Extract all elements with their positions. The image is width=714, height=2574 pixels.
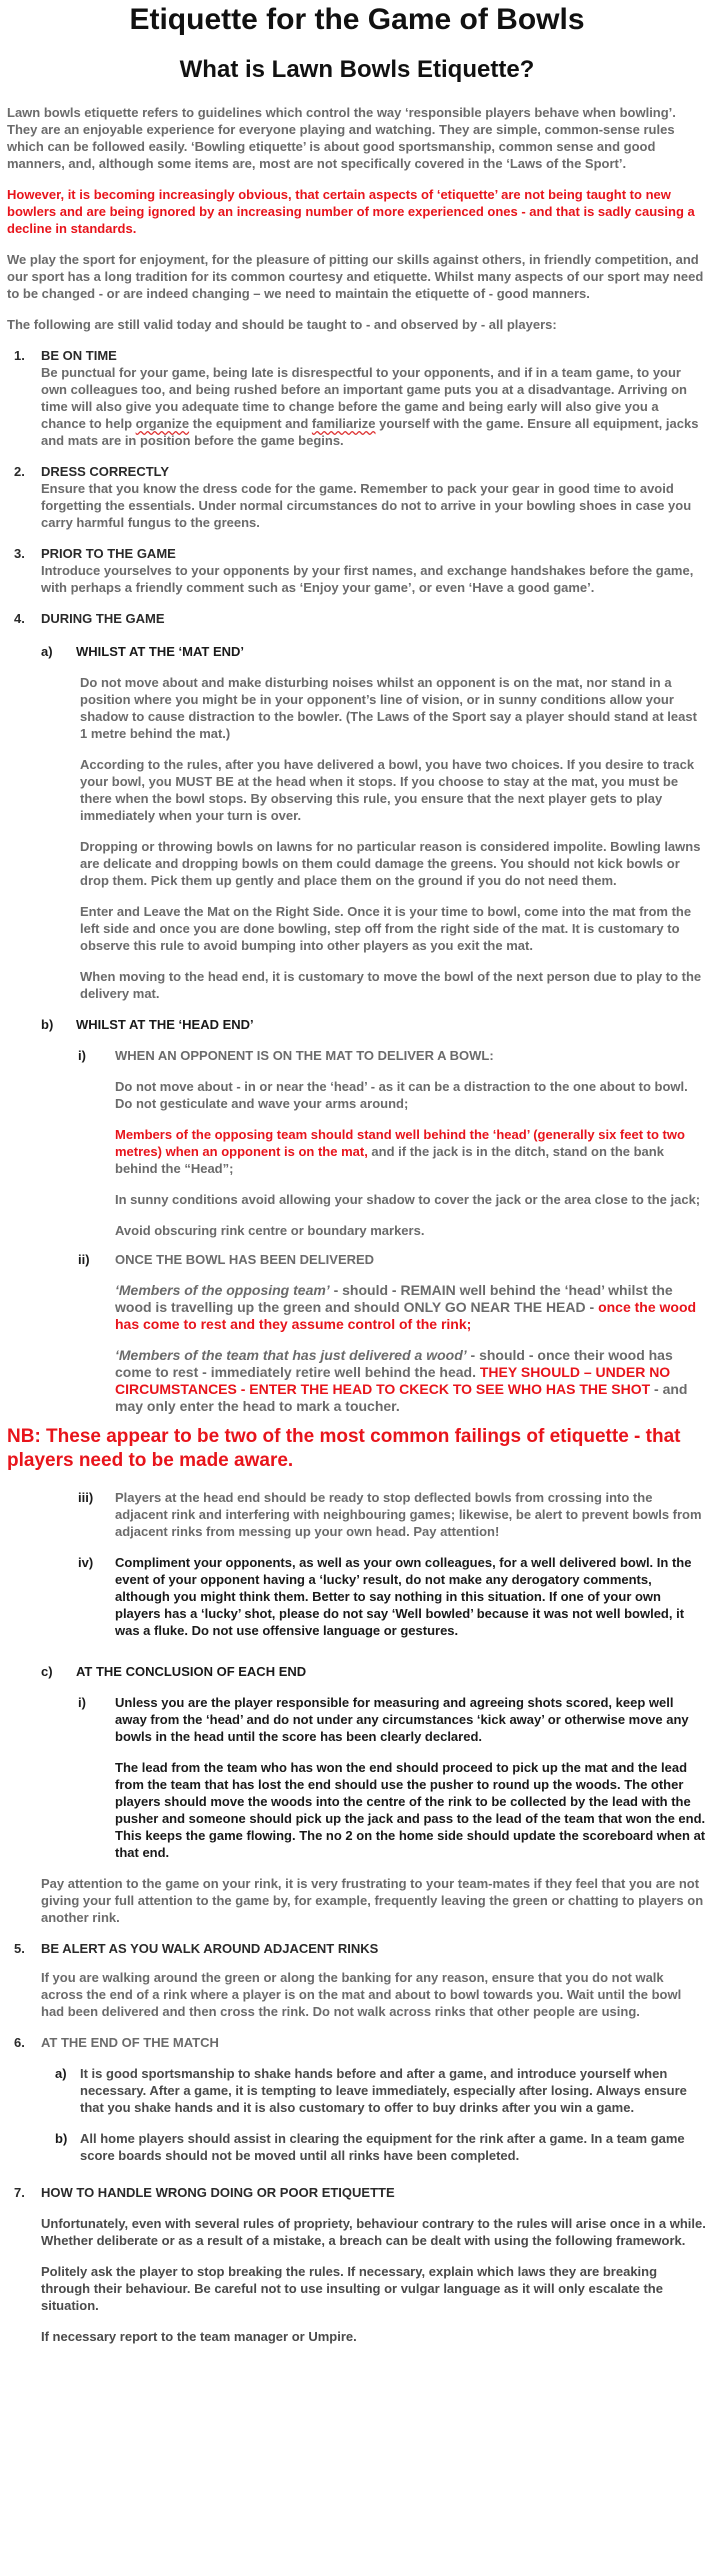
section-title: BE ALERT AS YOU WALK AROUND ADJACENT RINKS [41,1941,379,1956]
head-end-i-paragraph-2: Members of the opposing team should stand well behind the ‘head’ (generally six feet to two metres) when an opponent is on the mat, and if the jack is in the ditch, stand on the bank behind the “Head”; [115,1127,685,1176]
item-body: It is good sportsmanship to shake hands before and after a game, and introduce yourself when necessary. After a game, it is tempting to leave immediately, especially after losing. Always ensure that you shake hands and it is also customary to offer to buy drinks after you win a game. [80,2066,687,2115]
subsection-b-heading [7,1016,707,1033]
item-numeral: i) [78,1048,86,1063]
section-number: 5. [14,1941,25,1956]
item-numeral: ii) [78,1252,90,1267]
nb-callout: NB: These appear to be two of the most common failings of etiquette - that players need to be made aware. [7,1426,681,1471]
item-numeral: iv) [78,1555,94,1570]
item-body: Compliment your opponents, as well as your own colleagues, for a well delivered bowl. In the event of your opponent having a ‘lucky’ result, do not make any derogatory comments, although you might think them. Better to say nothing in this situation. If one of your own players has a ‘lucky’ shot, please do not say ‘Well bowled’ because it was not well bowled, it was a fluke. Do not use offensive language or gestures. [115,1555,692,1638]
section-5-body: If you are walking around the green or along the banking for any reason, ensure that you do not walk across the end of a rink where a player is on the mat and about to bowl towards you. Wait until the bowl had been delivered and then cross the rink. Do not walk across rinks that other people are using. [41,1970,682,2019]
section-number: 3. [14,546,25,561]
section-7-paragraph-3: If necessary report to the team manager or Umpire. [41,2329,357,2344]
mat-end-paragraph-2: According to the rules, after you have delivered a bowl, you have two choices. If you desire to track your bowl, you MUST BE at the head when it stops. If you choose to stay at the mat, you must be there when the bowl stops. By observing this rule, you ensure that the next player gets to play immediately when your turn is over. [80,757,695,823]
head-end-i-paragraph-1: Do not move about - in or near the ‘head’ - as it can be a distraction to the one about to bowl. Do not gesticulate and wave your arms around; [115,1079,688,1111]
intro-warning-paragraph: However, it is becoming increasingly obvious, that certain aspects of ‘etiquette’ are not being taught to new bowlers and are being ignored by an increasing number of more experienced ones - and that is sadly causing a decline in standards. [7,187,695,236]
section-number: 6. [14,2035,25,2050]
end-of-match-item-a [7,2065,707,2116]
item-letter: a) [55,2066,67,2081]
section-7-paragraph-1: Unfortunately, even with several rules of propriety, behaviour contrary to the rules will arise once in a while. Whether deliberate or as a result of a mistake, a breach can be dealt with using the following framework. [41,2216,706,2248]
conclusion-item-i [7,1694,707,1861]
page-subtitle: What is Lawn Bowls Etiquette? [179,56,535,83]
head-end-i-paragraph-4: Avoid obscuring rink centre or boundary markers. [115,1223,425,1238]
subsection-title: AT THE CONCLUSION OF EACH END [76,1664,307,1679]
item-title: ONCE THE BOWL HAS BEEN DELIVERED [115,1252,375,1267]
subsection-title: WHILST AT THE ‘MAT END’ [76,644,245,659]
mat-end-paragraph-4: Enter and Leave the Mat on the Right Side. Once it is your time to bowl, come into the mat from the left side and once you are done bowling, step off from the right side of the mat. It is customary to observe this rule to avoid bumping into other players as you exit the mat. [80,904,692,953]
head-end-item-iii [7,1489,707,1540]
subsection-letter: c) [41,1664,53,1679]
item-letter: b) [55,2131,68,2146]
intro-paragraph-1: Lawn bowls etiquette refers to guidelines which control the way ‘responsible players behave when bowling’. They are an enjoyable experience for everyone playing and watching. They are simple, common-sense rules which can be followed easily. ‘Bowling etiquette’ is about good sportsmanship, common sense and good manners, and, although some items are, most are not specifically covered in the ‘Laws of the Sport’. [7,105,676,171]
item-numeral: iii) [78,1490,94,1505]
intro-paragraph-3: We play the sport for enjoyment, for the pleasure of pitting our skills against others, in friendly competition, and our sport has a long tradition for its common courtesy and etiquette. Whilst many aspects of our sport may need to be changed - or are indeed changing – we need to maintain the etiquette of - good manners. [7,252,704,301]
section-1-heading [7,347,707,364]
subsection-a-heading [7,643,707,660]
subsection-letter: a) [41,644,53,659]
head-end-item-i-heading [7,1047,707,1064]
section-1-body: Be punctual for your game, being late is disrespectful to your opponents, and if in a team game, to your own colleagues too, and being rushed before an important game puts you at a disadvantage. Arriving on time will also give you adequate time to change before the game and being early will also give you a chance to help organize the equipment and familiarize yourself with the game. Ensure all equipment, jacks and mats are in position before the game begins. [41,365,699,448]
section-title: PRIOR TO THE GAME [41,546,176,561]
section-3-body: Introduce yourselves to your opponents by your first names, and exchange handshakes before the game, with perhaps a friendly comment such as ‘Enjoy your game’, or even ‘Have a good game’. [41,563,694,595]
item-numeral: i) [78,1695,86,1710]
section-4-closing: Pay attention to the game on your rink, it is very frustrating to your team-mates if they feel that you are not giving your full attention to the game by, for example, frequently leaving the green or chatting to players on another rink. [41,1876,704,1925]
item-body: All home players should assist in clearing the equipment for the rink after a game. In a team game score boards should not be moved until all rinks have been completed. [80,2131,685,2163]
head-end-ii-paragraph-2: ‘Members of the team that has just delivered a wood’ - should - once their wood has come to rest - immediately retire well behind the head. THEY SHOULD – UNDER NO CIRCUMSTANCES - ENTER THE HEAD TO CKECK TO SEE WHO HAS THE SHOT - and may only enter the head to mark a toucher. [115,1347,688,1414]
item-body: Players at the head end should be ready to stop deflected bowls from crossing into the adjacent rink and interfering with neighbouring games; likewise, be alert to prevent bowls from adjacent rinks from messing up your own head. Pay attention! [115,1490,702,1539]
mat-end-paragraph-5: When moving to the head end, it is customary to move the bowl of the next person due to play to the delivery mat. [80,969,702,1001]
end-of-match-item-b [7,2130,707,2164]
subsection-letter: b) [41,1017,54,1032]
section-number: 7. [14,2185,25,2200]
subsection-title: WHILST AT THE ‘HEAD END’ [76,1017,254,1032]
section-2-heading [7,463,707,480]
head-end-item-iv [7,1554,707,1639]
head-end-ii-paragraph-1: ‘Members of the opposing team’ - should - REMAIN well behind the ‘head’ whilst the wood is travelling up the green and should ONLY GO NEAR THE HEAD - once the wood has come to rest and they assume control of the rink; [115,1282,697,1332]
section-2-body: Ensure that you know the dress code for the game. Remember to pack your gear in good time to avoid forgetting the essentials. Under normal circumstances do not to arrive in your bowling shoes in case you carry harmful fungus to the greens. [41,481,692,530]
section-5-heading [7,1940,707,1957]
head-end-i-paragraph-3: In sunny conditions avoid allowing your shadow to cover the jack or the area close to the jack; [115,1192,701,1207]
mat-end-paragraph-3: Dropping or throwing bowls on lawns for no particular reason is considered impolite. Bowling lawns are delicate and dropping bowls on them could damage the greens. You should not kick bowls or drop them. Pick them up gently and place them on the ground if you do not need them. [80,839,701,888]
subsection-c-heading [7,1663,707,1680]
item-title: WHEN AN OPPONENT IS ON THE MAT TO DELIVER A BOWL: [115,1048,494,1063]
conclusion-paragraph-1: Unless you are the player responsible for measuring and agreeing shots scored, keep well away from the ‘head’ and do not under any circumstances ‘kick away’ or otherwise move any bowls in the head until the score has been clearly declared. [115,1695,689,1744]
section-number: 4. [14,611,25,626]
section-4-heading [7,610,707,627]
section-7-paragraph-2: Politely ask the player to stop breaking the rules. If necessary, explain which laws they are breaking through their behaviour. Be careful not to use insulting or vulgar language as it will only escalate the situation. [41,2264,663,2313]
section-title: BE ON TIME [41,348,117,363]
conclusion-paragraph-2: The lead from the team who has won the end should proceed to pick up the mat and the lead from the team that has lost the end should use the pusher to round up the woods. The other players should move the woods into the centre of the rink to be collected by the lead with the pusher and someone should pick up the jack and pass to the lead of the team that won the end. This keeps the game flowing. The no 2 on the home side should update the scoreboard when at that end. [115,1760,706,1860]
section-6-heading [7,2034,707,2051]
section-title: AT THE END OF THE MATCH [41,2035,219,2050]
section-title: DRESS CORRECTLY [41,464,170,479]
section-7-heading [7,2184,707,2201]
section-title: HOW TO HANDLE WRONG DOING OR POOR ETIQUETTE [41,2185,395,2200]
head-end-item-ii-heading [7,1251,707,1268]
page-title: Etiquette for the Game of Bowls [129,3,585,36]
intro-paragraph-4: The following are still valid today and should be taught to - and observed by - all players: [7,317,557,332]
section-number: 1. [14,348,25,363]
section-3-heading [7,545,707,562]
section-title: DURING THE GAME [41,611,165,626]
section-number: 2. [14,464,25,479]
mat-end-paragraph-1: Do not move about and make disturbing noises whilst an opponent is on the mat, nor stand in a position where you might be in your opponent’s line of vision, or in sunny conditions allow your shadow to cause distraction to the bowler. (The Laws of the Sport say a player should stand at least 1 metre behind the mat.) [80,675,697,741]
